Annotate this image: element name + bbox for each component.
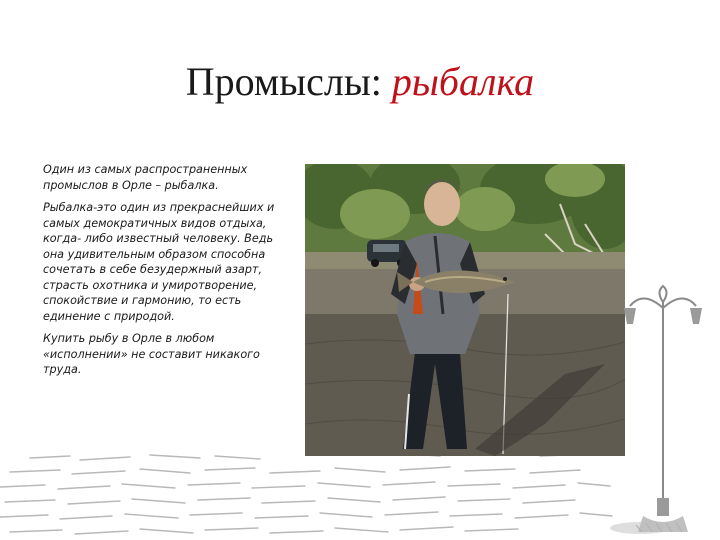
- paragraph-description: Рыбалка-это один из прекраснейших и самых демократичных видов отдыха, когда- либо известный человеку. Ведь она удивительным образом способна сочетать в себе безудержный азарт, страсть охотника и умиротворение, спокойствие и гармонию, то есть единение с природой.: [43, 201, 275, 323]
- body-text: [43, 162, 275, 385]
- paragraph-intro: Один из самых распространенных промыслов в Орле – рыбалка.: [43, 163, 248, 192]
- street-lamp-icon: [618, 280, 708, 535]
- title-main: Промыслы:: [185, 59, 382, 104]
- boy-holding-fish-photo: [305, 164, 625, 456]
- paragraph-buy: Купить рыбу в Орле в любом «исполнении» не составит никакого труда.: [43, 332, 260, 376]
- title-accent: рыбалка: [391, 59, 535, 104]
- slide-title: [0, 58, 720, 106]
